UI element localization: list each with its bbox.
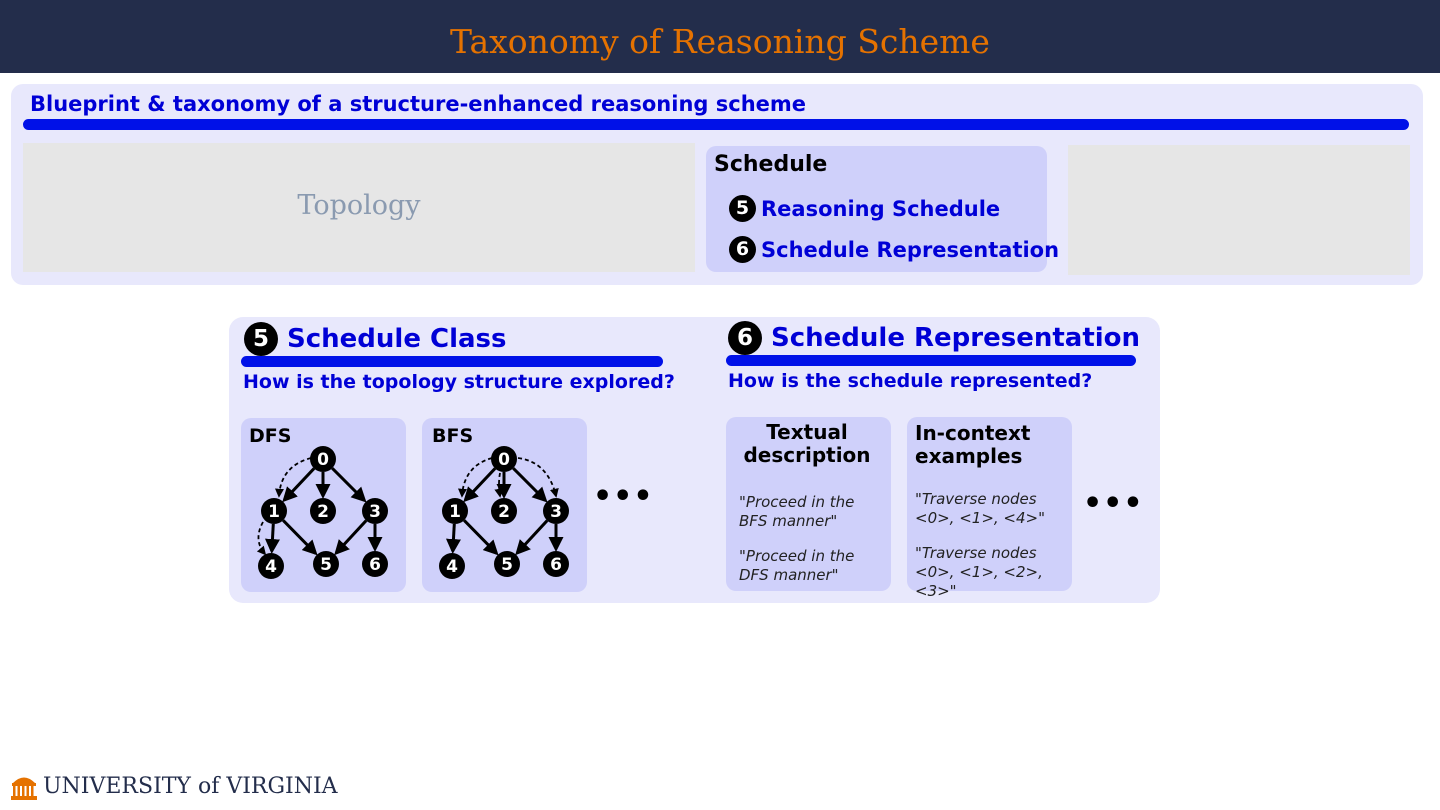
graph-node-label: 1 xyxy=(449,502,461,522)
graph-node-label: 0 xyxy=(498,450,510,470)
blueprint-underline xyxy=(23,119,1409,130)
university-logo xyxy=(11,772,338,800)
graph-node-label: 4 xyxy=(446,557,458,577)
ellipsis: ••• xyxy=(1083,486,1144,521)
quote-text: "Proceed in the BFS manner" xyxy=(739,493,855,530)
schedule-item-representation xyxy=(729,236,1059,263)
bfs-label: BFS xyxy=(432,425,474,447)
graph-edge xyxy=(283,520,315,553)
quote-text: "Traverse nodes <0>, <1>, <4>" xyxy=(915,490,1046,527)
number-badge-5: 5 xyxy=(729,195,756,222)
graph-node-label: 6 xyxy=(550,555,562,575)
number-badge-5: 5 xyxy=(244,322,278,356)
schedule-item-label: Reasoning Schedule xyxy=(761,196,1001,221)
schedule-class-underline xyxy=(241,356,663,367)
traversal-arrow xyxy=(258,522,265,554)
bfs-graph xyxy=(422,418,587,592)
graph-node-label: 5 xyxy=(320,555,332,575)
graph-edge xyxy=(465,468,495,500)
graph-node-label: 0 xyxy=(317,450,329,470)
graph-node-label: 6 xyxy=(369,555,381,575)
quote-text: "Traverse nodes <0>, <1>, <2>, <3>" xyxy=(915,544,1043,600)
graph-edge xyxy=(453,524,454,551)
graph-edge xyxy=(464,520,496,553)
number-badge-6: 6 xyxy=(729,236,756,263)
graph-edge xyxy=(517,521,547,553)
ellipsis: ••• xyxy=(593,479,654,514)
section-title: Schedule Class xyxy=(287,324,507,354)
schedule-representation-question: How is the schedule represented? xyxy=(728,370,1093,392)
graph-node-label: 2 xyxy=(498,502,510,522)
graph-edge xyxy=(332,468,364,500)
in-context-examples-title: In-context examples xyxy=(915,421,1031,468)
university-name: UNIVERSITY of VIRGINIA xyxy=(43,773,338,799)
graph-node-label: 2 xyxy=(317,502,329,522)
graph-node-label: 5 xyxy=(501,555,513,575)
rotunda-icon xyxy=(11,772,37,800)
topology-label: Topology xyxy=(297,190,421,221)
number-badge-6: 6 xyxy=(728,321,762,355)
schedule-item-reasoning xyxy=(729,195,1000,222)
dfs-graph xyxy=(241,418,406,592)
slide-title: Taxonomy of Reasoning Scheme xyxy=(450,22,990,61)
schedule-representation-title xyxy=(728,321,1140,355)
traversal-arrow xyxy=(499,473,500,496)
placeholder-box xyxy=(1068,145,1410,275)
graph-node-label: 3 xyxy=(550,502,562,522)
schedule-item-label: Schedule Representation xyxy=(761,237,1060,262)
textual-description-title: Textual description xyxy=(743,420,871,467)
schedule-class-title xyxy=(244,322,507,356)
schedule-class-question: How is the topology structure explored? xyxy=(243,371,675,393)
dfs-label: DFS xyxy=(249,425,292,447)
schedule-heading: Schedule xyxy=(714,152,828,177)
graph-node-label: 3 xyxy=(369,502,381,522)
blueprint-title: Blueprint & taxonomy of a structure-enhanced reasoning scheme xyxy=(30,92,807,116)
graph-node-label: 4 xyxy=(265,557,277,577)
graph-node-label: 1 xyxy=(268,502,280,522)
graph-edge xyxy=(284,468,314,500)
graph-edge xyxy=(272,524,273,551)
graph-edge xyxy=(513,468,545,500)
section-title: Schedule Representation xyxy=(771,323,1141,353)
graph-edge xyxy=(336,521,366,553)
quote-text: "Proceed in the DFS manner" xyxy=(739,547,855,584)
schedule-representation-underline xyxy=(726,355,1136,366)
